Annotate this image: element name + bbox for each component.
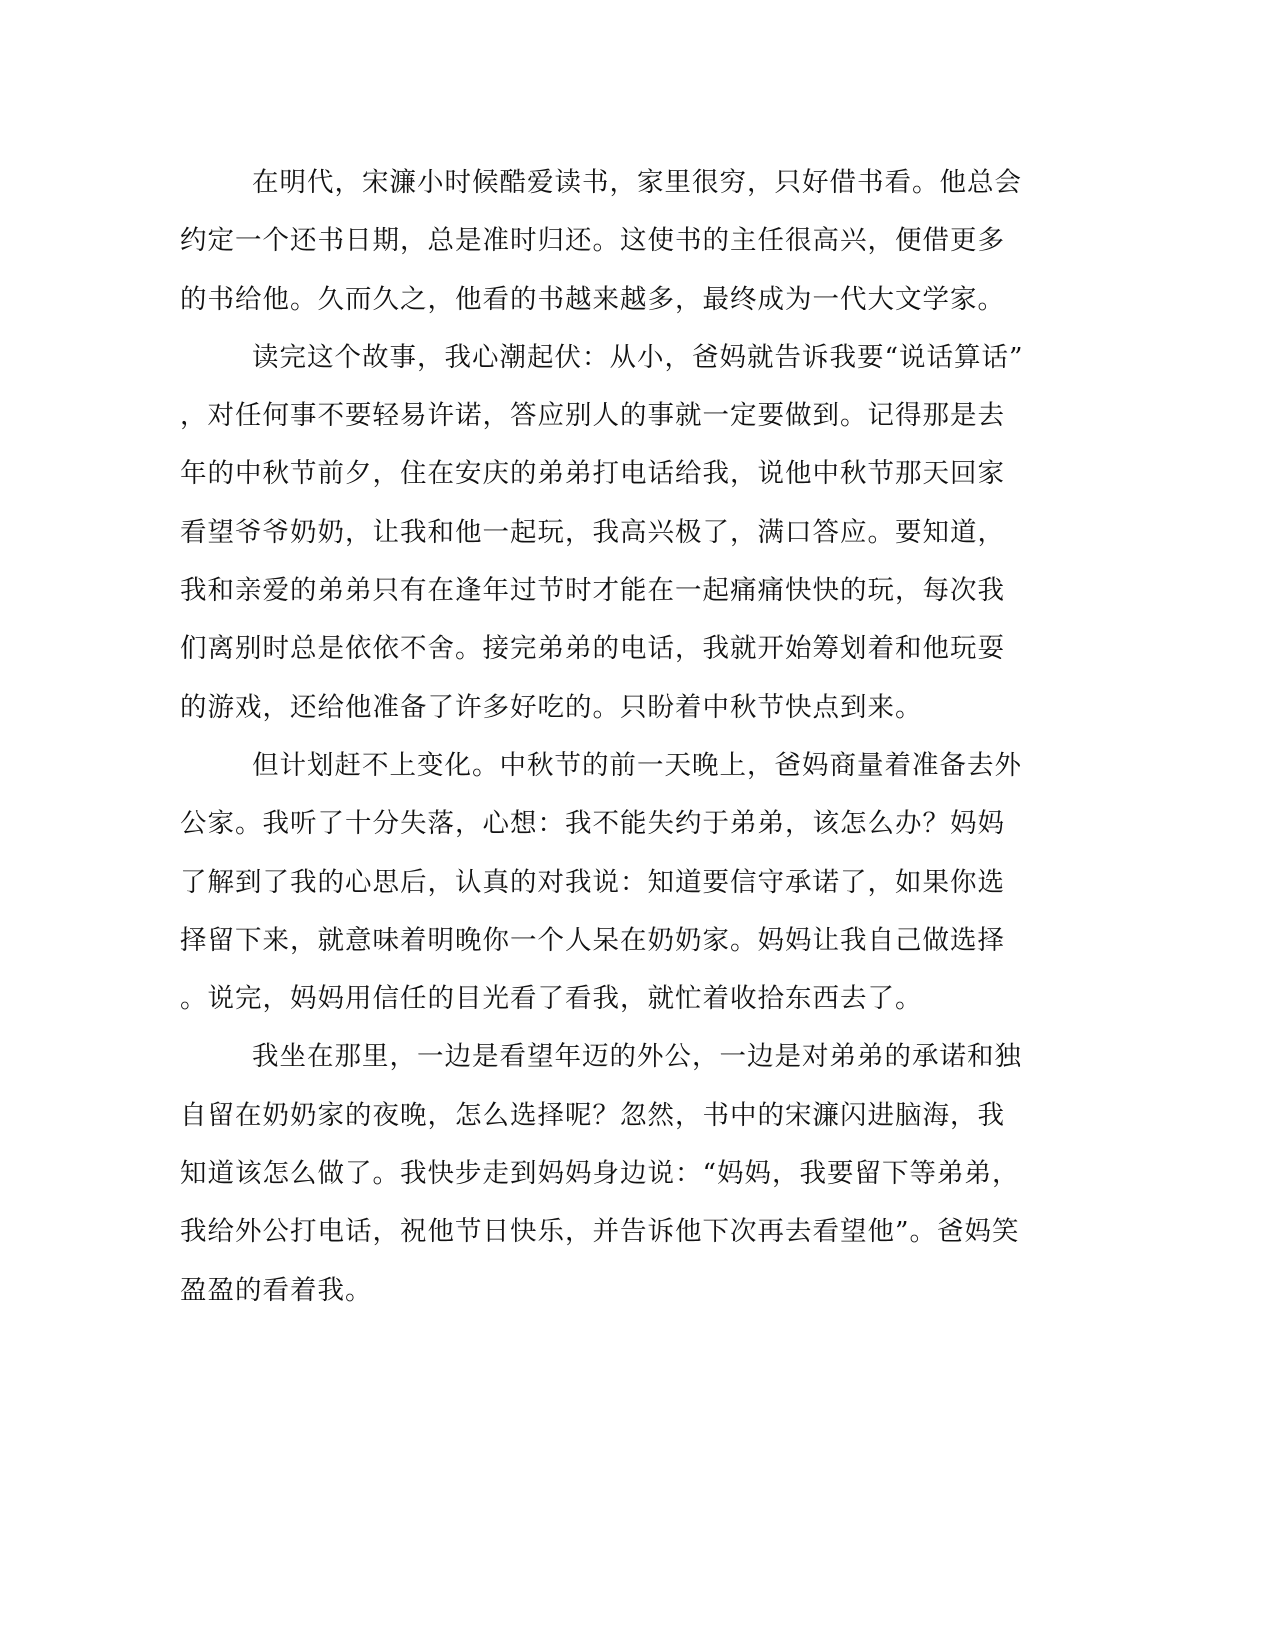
text-line: 知道该怎么做了。我快步走到妈妈身边说：“妈妈，我要留下等弟弟，	[180, 1158, 1020, 1190]
text-line: 看望爷爷奶奶，让我和他一起玩，我高兴极了，满口答应。要知道，	[180, 516, 1005, 548]
text-line: 们离别时总是依依不舍。接完弟弟的电话，我就开始筹划着和他玩耍	[180, 633, 1005, 665]
text-line: 年的中秋节前夕，住在安庆的弟弟打电话给我，说他中秋节那天回家	[180, 458, 1005, 490]
text-line: 在明代，宋濂小时候酷爱读书，家里很穷，只好借书看。他总会	[252, 167, 1022, 198]
text-block	[180, 154, 1040, 1320]
text-line: 约定一个还书日期，总是准时归还。这使书的主任很高兴，便借更多	[180, 225, 1005, 257]
text-line: 我给外公打电话，祝他节日快乐，并告诉他下次再去看望他”。爸妈笑	[180, 1216, 1020, 1248]
text-line: 公家。我听了十分失落，心想：我不能失约于弟弟，该怎么办？妈妈	[180, 808, 1005, 840]
text-line: 我坐在那里，一边是看望年迈的外公，一边是对弟弟的承诺和独	[252, 1041, 1022, 1073]
text-line: 但计划赶不上变化。中秋节的前一天晚上，爸妈商量着准备去外	[252, 749, 1022, 781]
text-line: 我和亲爱的弟弟只有在逢年过节时才能在一起痛痛快快的玩，每次我	[180, 575, 1005, 607]
text-line: 的游戏，还给他准备了许多好吃的。只盼着中秋节快点到来。	[180, 691, 923, 723]
text-line: 了解到了我的心思后，认真的对我说：知道要信守承诺了，如果你选	[180, 866, 1005, 898]
text-line: 自留在奶奶家的夜晚，怎么选择呢？忽然，书中的宋濂闪进脑海，我	[180, 1099, 1005, 1131]
text-line: 。说完，妈妈用信任的目光看了看我，就忙着收拾东西去了。	[180, 983, 923, 1015]
text-line: 盈盈的看着我。	[180, 1274, 373, 1306]
text-line: 的书给他。久而久之，他看的书越来越多，最终成为一代大文学家。	[180, 283, 1005, 315]
text-line: 择留下来，就意味着明晚你一个人呆在奶奶家。妈妈让我自己做选择	[180, 924, 1005, 956]
text-line: ，对任何事不要轻易许诺，答应别人的事就一定要做到。记得那是去	[180, 400, 1005, 432]
text-line: 读完这个故事，我心潮起伏：从小，爸妈就告诉我要“说话算话”	[252, 341, 1024, 373]
